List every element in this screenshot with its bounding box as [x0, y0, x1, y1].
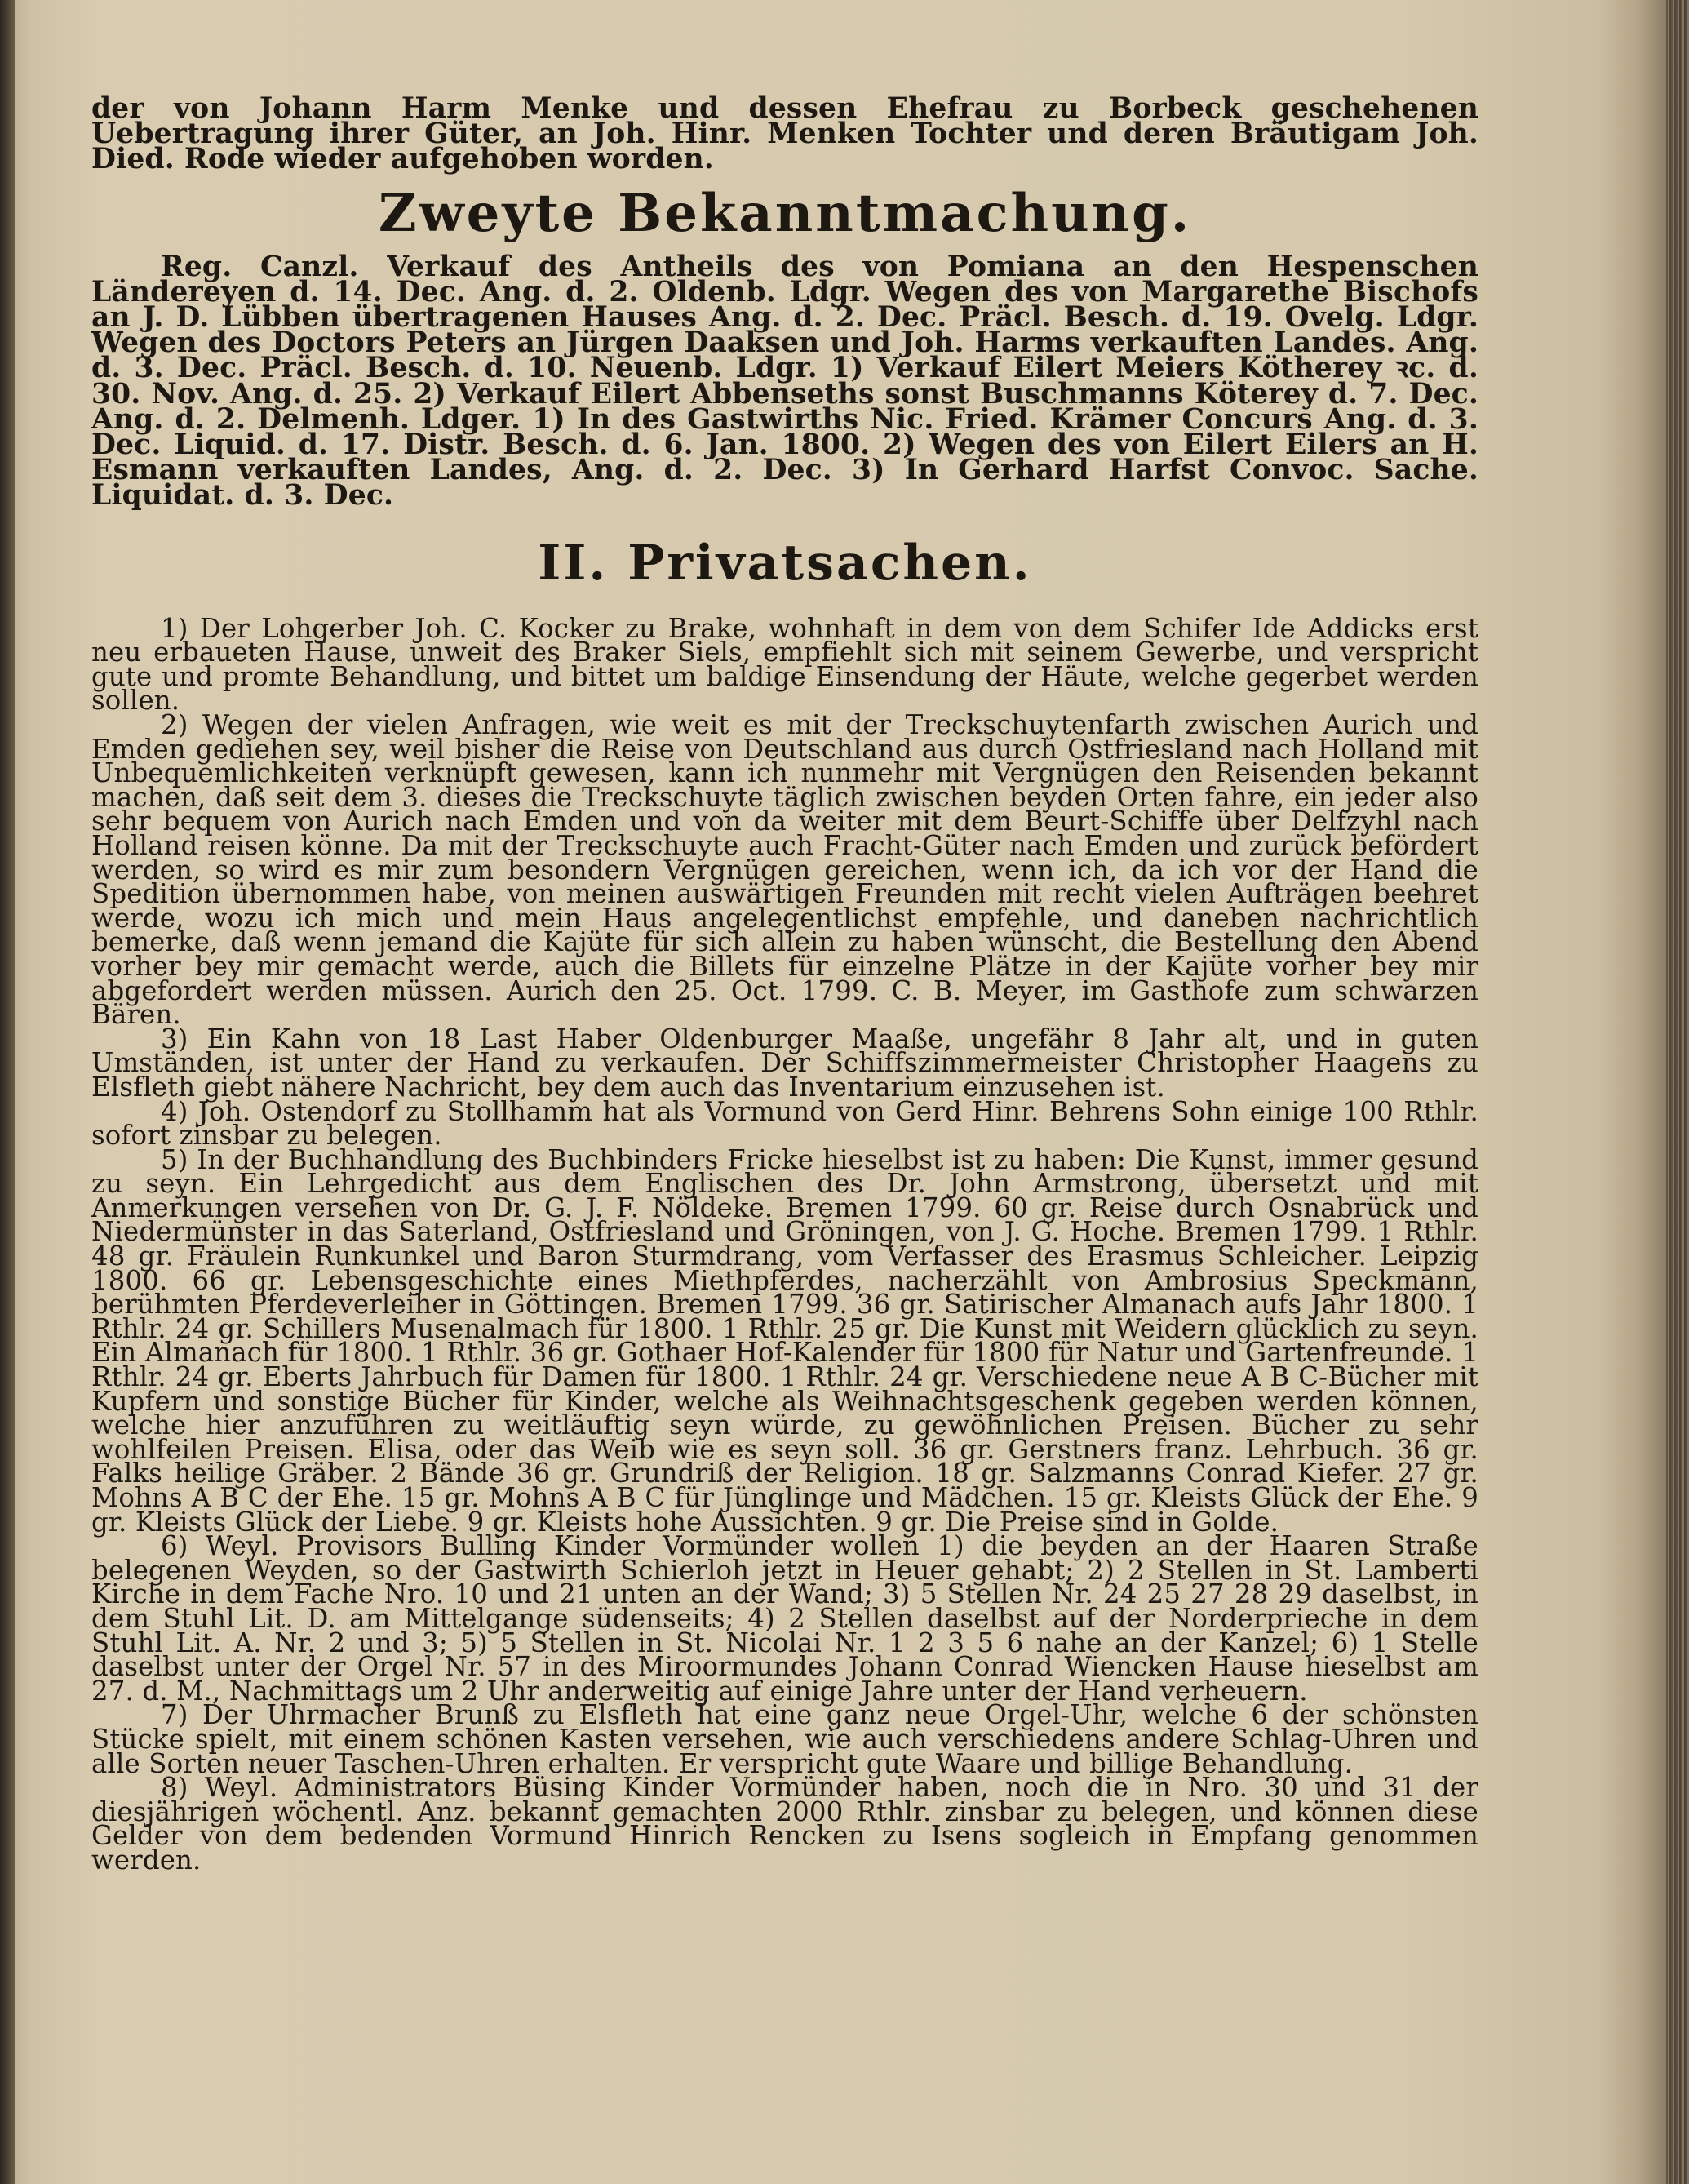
- private-item-6: 6) Weyl. Provisors Bulling Kinder Vormünder wollen 1) die beyden an der Haaren Straße belegenen Weyden, so der Gastwirth Schierloh jetzt in Heuer gehabt; 2) 2 Stellen in St. Lamberti Kirche in dem Fache Nro. 10 und 21 unten an der Wand; 3) 5 Stellen Nr. 24 25 27 28 29 daselbst, in dem Stuhl Lit. D. am Mittelgange südenseits; 4) 2 Stellen daselbst auf der Norderprieche in dem Stuhl Lit. A. Nr. 2 und 3; 5) 5 Stellen in St. Nicolai Nr. 1 2 3 5 6 nahe an der Kanzel; 6) 1 Stelle daselbst unter der Orgel Nr. 57 in des Miroormundes Johann Conrad Wiencken Hause hieselbst am 27. d. M., Nachmittags um 2 Uhr anderweitig auf einige Jahre unter der Hand verheuern.: [91, 1530, 1478, 1707]
- private-item-8: 8) Weyl. Administrators Büsing Kinder Vormünder haben, noch die in Nro. 30 und 31 der diesjährigen wöchentl. Anz. bekannt gemachten 2000 Rthlr. zinsbar zu belegen, und können diese Gelder von dem bedenden Vormund Hinrich Rencken zu Isens sogleich in Empfang genommen werden.: [91, 1772, 1478, 1875]
- private-item-2: 2) Wegen der vielen Anfragen, wie weit es mit der Treckschuytenfarth zwischen Aurich und Emden gediehen sey, weil bisher die Reise von Deutschland aus durch Ostfriesland nach Holland mit Unbequemlichkeiten verknüpft gewesen, kann ich nunmehr mit Vergnügen den Reisenden bekannt machen, daß seit dem 3. dieses die Treckschuyte täglich zwischen beyden Orten fahre, ein jeder also sehr bequem von Aurich nach Emden und von da weiter mit dem Beurt-Schiffe über Delfzyhl nach Holland reisen könne. Da mit der Treckschuyte auch Fracht-Güter nach Emden und zurück befördert werden, so wird es mir zum besondern Vergnügen gereichen, wenn ich, da ich vor der Hand die Spedition übernommen habe, von meinen auswärtigen Freunden mit recht vielen Aufträgen beehret werde, wozu ich mich und mein Haus angelegentlichst empfehle, und daneben nachrichtlich bemerke, daß wenn jemand die Kajüte für sich allein zu haben wünscht, die Bestellung den Abend vorher bey mir gemacht werde, auch die Billets für einzelne Plätze in der Kajüte vorher bey mir abgefordert werden müssen. Aurich den 25. Oct. 1799. C. B. Meyer, im Gasthofe zum schwarzen Bären.: [91, 709, 1478, 1031]
- page-edge: [1666, 0, 1689, 2184]
- intro-paragraph: der von Johann Harm Menke und dessen Ehefrau zu Borbeck geschehenen Uebertragung ihrer Güter, an Joh. Hinr. Menken Tochter und deren Bräutigam Joh. Died. Rode wieder aufgehoben worden.: [91, 92, 1478, 176]
- heading-second-notice: Zweyte Bekanntmachung.: [378, 182, 1192, 244]
- private-item-5: 5) In der Buchhandlung des Buchbinders Fricke hieselbst ist zu haben: Die Kunst, immer gesund zu seyn. Ein Lehrgedicht aus dem Englischen des Dr. John Armstrong, übersetzt und mit Anmerkungen versehen von Dr. G. J. F. Nöldeke. Bremen 1799. 60 gr. Reise durch Osnabrück und Niedermünster in das Saterland, Ostfriesland und Gröningen, von J. G. Hoche. Bremen 1799. 1 Rthlr. 48 gr. Fräulein Runkunkel und Baron Sturmdrang, vom Verfasser des Erasmus Schleicher. Leipzig 1800. 66 gr. Lebensgeschichte eines Miethpferdes, nacherzählt von Ambrosius Speckmann, berühmten Pferdeverleiher in Göttingen. Bremen 1799. 36 gr. Satirischer Almanach aufs Jahr 1800. 1 Rthlr. 24 gr. Schillers Musenalmach für 1800. 1 Rthlr. 25 gr. Die Kunst mit Weidern glücklich zu seyn. Ein Almanach für 1800. 1 Rthlr. 36 gr. Gothaer Hof-Kalender für 1800 für Natur und Gartenfreunde. 1 Rthlr. 24 gr. Eberts Jahrbuch für Damen für 1800. 1 Rthlr. 24 gr. Verschiedene neue A B C-Bücher mit Kupfern und sonstige Bücher für Kinder, welche als Weihnachtsgeschenk gegeben werden können, welche hier anzuführen zu weitläuftig seyn würde, zu gewöhnlichen Preisen. Bücher zu sehr wohlfeilen Preisen. Elisa, oder das Weib wie es seyn soll. 36 gr. Gerstners franz. Lehrbuch. 36 gr. Falks heilige Gräber. 2 Bände 36 gr. Grundriß der Religion. 18 gr. Salzmanns Conrad Kiefer. 27 gr. Mohns A B C der Ehe. 15 gr. Mohns A B C für Jünglinge und Mädchen. 15 gr. Kleists Glück der Ehe. 9 gr. Kleists Glück der Liebe. 9 gr. Kleists hohe Aussichten. 9 gr. Die Preise sind in Golde.: [91, 1143, 1478, 1538]
- second-notice-paragraph: Reg. Canzl. Verkauf des Antheils des von Pomiana an den Hespenschen Ländereyen d. 14. Dec. Ang. d. 2. Oldenb. Ldgr. Wegen des von Margarethe Bischofs an J. D. Lübben übertragenen Hauses Ang. d. 2. Dec. Präcl. Besch. d. 19. Ovelg. Ldgr. Wegen des Doctors Peters an Jürgen Daaksen und Joh. Harms verkauften Landes. Ang. d. 3. Dec. Präcl. Besch. d. 10. Neuenb. Ldgr. 1) Verkauf Eilert Meiers Kötherey ꝛc. d. 30. Nov. Ang. d. 25. 2) Verkauf Eilert Abbenseths sonst Buschmanns Köterey d. 7. Dec. Ang. d. 2. Delmenh. Ldger. 1) In des Gastwirths Nic. Fried. Krämer Concurs Ang. d. 3. Dec. Liquid. d. 17. Distr. Besch. d. 6. Jan. 1800. 2) Wegen des von Eilert Eilers an H. Esmann verkauften Landes, Ang. d. 2. Dec. 3) In Gerhard Harfst Convoc. Sache. Liquidat. d. 3. Dec.: [91, 250, 1478, 513]
- private-item-7: 7) Der Uhrmacher Brunß zu Elsfleth hat eine ganz neue Orgel-Uhr, welche 6 der schönsten Stücke spielt, mit einem schönen Kasten versehen, wie auch verschiedens andere Schlag-Uhren und alle Sorten neuer Taschen-Uhren erhalten. Er verspricht gute Waare und billige Behandlung.: [91, 1699, 1478, 1779]
- heading-private-matters: II. Privatsachen.: [538, 534, 1032, 592]
- private-item-1: 1) Der Lohgerber Joh. C. Kocker zu Brake, wohnhaft in dem von dem Schifer Ide Addicks erst neu erbaueten Hause, unweit des Braker Siels, empfiehlt sich mit seinem Gewerbe, und verspricht gute und promte Behandlung, und bittet um baldige Einsendung der Häute, welche gegerbet werden sollen.: [91, 612, 1478, 717]
- private-item-4: 4) Joh. Ostendorf zu Stollhamm hat als Vormund von Gerd Hinr. Behrens Sohn einige 100 Rthlr. sofort zinsbar zu belegen.: [91, 1095, 1478, 1152]
- private-notices: [91, 612, 1478, 1875]
- book-spine: [0, 0, 15, 2184]
- page-content: [91, 92, 1478, 1875]
- private-item-3: 3) Ein Kahn von 18 Last Haber Oldenburger Maaße, ungefähr 8 Jahr alt, und in guten Umständen, ist unter der Hand zu verkaufen. Der Schiffszimmermeister Christopher Haagens zu Elsfleth giebt nähere Nachricht, bey dem auch das Inventarium einzusehen ist.: [91, 1023, 1478, 1103]
